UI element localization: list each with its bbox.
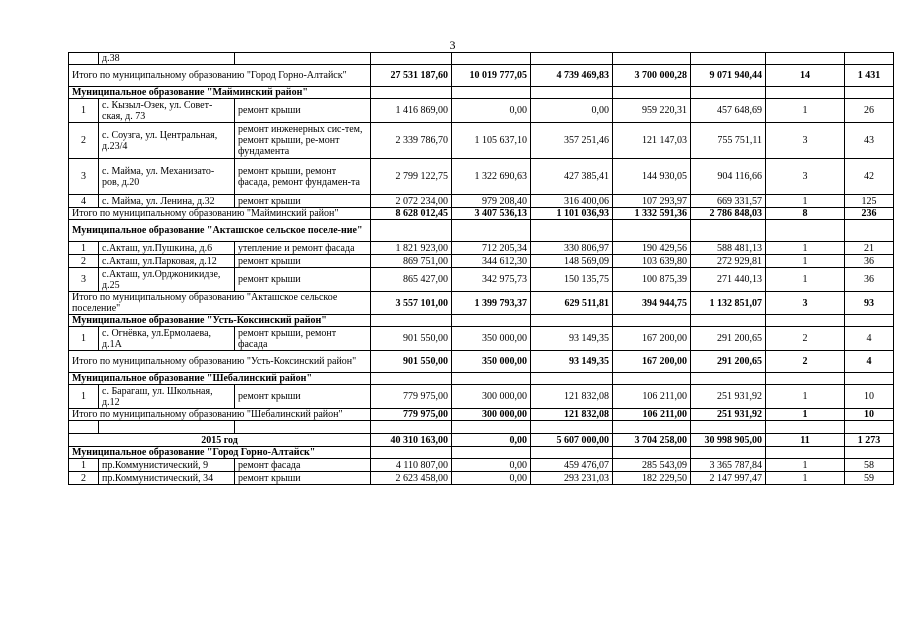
- amount-cell: 4 739 469,83: [531, 65, 613, 87]
- work-type-cell: ремонт крыши: [235, 99, 371, 123]
- address-cell: с.Акташ, ул.Пушкина, д.6: [99, 242, 235, 255]
- amount-cell: 30 998 905,00: [691, 434, 766, 447]
- table-row-muni: [69, 447, 894, 459]
- amount-cell: 865 427,00: [371, 268, 452, 292]
- empty-cell: [613, 53, 691, 65]
- amount-cell: 350 000,00: [452, 351, 531, 373]
- amount-cell: 344 612,30: [452, 255, 531, 268]
- empty-cell: [371, 87, 452, 99]
- empty-cell: [452, 87, 531, 99]
- index-cell: 2: [69, 472, 99, 485]
- empty-cell: [452, 421, 531, 434]
- amount-cell: 103 639,80: [613, 255, 691, 268]
- table-row-cont: [69, 53, 894, 65]
- amount-cell: 8 628 012,45: [371, 208, 452, 220]
- count-cell: 1: [766, 385, 845, 409]
- empty-cell: [613, 315, 691, 327]
- index-cell: 3: [69, 268, 99, 292]
- amount-cell: 1 399 793,37: [452, 292, 531, 315]
- amount-cell: 427 385,41: [531, 159, 613, 195]
- count-cell: 42: [845, 159, 894, 195]
- empty-cell: [235, 53, 371, 65]
- empty-cell: [452, 220, 531, 242]
- work-type-cell: ремонт инженерных сис-тем, ремонт крыши, ре-монт фундамента: [235, 123, 371, 159]
- empty-cell: [452, 373, 531, 385]
- empty-cell: [371, 447, 452, 459]
- amount-cell: 0,00: [452, 99, 531, 123]
- table-row-item: [69, 195, 894, 208]
- empty-cell: [69, 421, 99, 434]
- amount-cell: 190 429,56: [613, 242, 691, 255]
- amount-cell: 150 135,75: [531, 268, 613, 292]
- year-label: 2015 год: [69, 434, 371, 447]
- count-cell: 2: [766, 351, 845, 373]
- table-row-muni: [69, 87, 894, 99]
- work-type-cell: ремонт крыши: [235, 385, 371, 409]
- count-cell: 43: [845, 123, 894, 159]
- empty-cell: [452, 447, 531, 459]
- empty-cell: [531, 220, 613, 242]
- amount-cell: 293 231,03: [531, 472, 613, 485]
- amount-cell: 979 208,40: [452, 195, 531, 208]
- count-cell: 36: [845, 255, 894, 268]
- amount-cell: 2 147 997,47: [691, 472, 766, 485]
- index-cell: 1: [69, 99, 99, 123]
- empty-cell: [691, 373, 766, 385]
- total-label: Итого по муниципальному образованию "Акташское сельское поселение": [69, 292, 371, 315]
- index-cell: 2: [69, 255, 99, 268]
- amount-cell: 0,00: [531, 99, 613, 123]
- index-cell: [69, 53, 99, 65]
- amount-cell: 0,00: [452, 434, 531, 447]
- address-cell: с. Соузга, ул. Центральная, д.23/4: [99, 123, 235, 159]
- empty-cell: [845, 87, 894, 99]
- amount-cell: 669 331,57: [691, 195, 766, 208]
- empty-cell: [613, 373, 691, 385]
- repair-register-table: [68, 52, 894, 485]
- empty-cell: [691, 87, 766, 99]
- empty-cell: [613, 87, 691, 99]
- empty-cell: [371, 373, 452, 385]
- amount-cell: 182 229,50: [613, 472, 691, 485]
- amount-cell: 291 200,65: [691, 327, 766, 351]
- amount-cell: 457 648,69: [691, 99, 766, 123]
- count-cell: 36: [845, 268, 894, 292]
- table-row-total: [69, 351, 894, 373]
- amount-cell: 330 806,97: [531, 242, 613, 255]
- count-cell: 1: [766, 99, 845, 123]
- amount-cell: 3 700 000,28: [613, 65, 691, 87]
- count-cell: 21: [845, 242, 894, 255]
- table-row-muni: [69, 315, 894, 327]
- amount-cell: 1 322 690,63: [452, 159, 531, 195]
- amount-cell: 3 365 787,84: [691, 459, 766, 472]
- count-cell: 4: [845, 351, 894, 373]
- empty-cell: [531, 53, 613, 65]
- amount-cell: 394 944,75: [613, 292, 691, 315]
- empty-cell: [613, 421, 691, 434]
- amount-cell: 1 132 851,07: [691, 292, 766, 315]
- amount-cell: 2 786 848,03: [691, 208, 766, 220]
- table-row-item: [69, 159, 894, 195]
- table-row-blank: [69, 421, 894, 434]
- empty-cell: [235, 421, 371, 434]
- count-cell: 11: [766, 434, 845, 447]
- amount-cell: 9 071 940,44: [691, 65, 766, 87]
- amount-cell: 357 251,46: [531, 123, 613, 159]
- work-type-cell: ремонт крыши, ремонт фасада: [235, 327, 371, 351]
- empty-cell: [845, 421, 894, 434]
- index-cell: 1: [69, 242, 99, 255]
- municipality-heading: Муниципальное образование "Акташское сельское поселе-ние": [69, 220, 371, 242]
- amount-cell: 107 293,97: [613, 195, 691, 208]
- count-cell: 10: [845, 385, 894, 409]
- empty-cell: [845, 220, 894, 242]
- amount-cell: 251 931,92: [691, 409, 766, 421]
- empty-cell: [691, 220, 766, 242]
- table-row-item: [69, 268, 894, 292]
- empty-cell: [691, 421, 766, 434]
- table-body: [69, 53, 894, 485]
- index-cell: 1: [69, 385, 99, 409]
- empty-cell: [691, 447, 766, 459]
- index-cell: 4: [69, 195, 99, 208]
- count-cell: 8: [766, 208, 845, 220]
- amount-cell: 121 147,03: [613, 123, 691, 159]
- count-cell: 2: [766, 327, 845, 351]
- index-cell: 1: [69, 327, 99, 351]
- empty-cell: [691, 315, 766, 327]
- empty-cell: [531, 421, 613, 434]
- address-cell: пр.Коммунистический, 9: [99, 459, 235, 472]
- empty-cell: [371, 315, 452, 327]
- amount-cell: 904 116,66: [691, 159, 766, 195]
- count-cell: 1: [766, 268, 845, 292]
- table-row-total: [69, 292, 894, 315]
- amount-cell: 316 400,06: [531, 195, 613, 208]
- amount-cell: 901 550,00: [371, 327, 452, 351]
- amount-cell: 629 511,81: [531, 292, 613, 315]
- table-row-total: [69, 65, 894, 87]
- count-cell: 58: [845, 459, 894, 472]
- total-label: Итого по муниципальному образованию "Усть-Коксинский район": [69, 351, 371, 373]
- empty-cell: [531, 87, 613, 99]
- amount-cell: 959 220,31: [613, 99, 691, 123]
- amount-cell: 272 929,81: [691, 255, 766, 268]
- index-cell: 3: [69, 159, 99, 195]
- work-type-cell: ремонт крыши: [235, 255, 371, 268]
- count-cell: 3: [766, 292, 845, 315]
- empty-cell: [452, 53, 531, 65]
- amount-cell: 106 211,00: [613, 385, 691, 409]
- amount-cell: 285 543,09: [613, 459, 691, 472]
- amount-cell: 0,00: [452, 459, 531, 472]
- amount-cell: 2 623 458,00: [371, 472, 452, 485]
- amount-cell: 167 200,00: [613, 327, 691, 351]
- amount-cell: 342 975,73: [452, 268, 531, 292]
- amount-cell: 93 149,35: [531, 327, 613, 351]
- work-type-cell: утепление и ремонт фасада: [235, 242, 371, 255]
- total-label: Итого по муниципальному образованию "Шебалинский район": [69, 409, 371, 421]
- address-cell: с.Акташ, ул.Орджоникидзе, д.25: [99, 268, 235, 292]
- empty-cell: [371, 53, 452, 65]
- amount-cell: 4 110 807,00: [371, 459, 452, 472]
- amount-cell: 1 821 923,00: [371, 242, 452, 255]
- work-type-cell: ремонт крыши, ремонт фасада, ремонт фундамен-та: [235, 159, 371, 195]
- amount-cell: 1 105 637,10: [452, 123, 531, 159]
- empty-cell: [691, 53, 766, 65]
- empty-cell: [99, 421, 235, 434]
- table-row-year: [69, 434, 894, 447]
- table-row-item: [69, 327, 894, 351]
- table-row-total: [69, 409, 894, 421]
- address-cell: с. Майма, ул. Механизато-ров, д.20: [99, 159, 235, 195]
- empty-cell: [766, 220, 845, 242]
- count-cell: 1: [766, 255, 845, 268]
- count-cell: 1: [766, 242, 845, 255]
- amount-cell: 291 200,65: [691, 351, 766, 373]
- amount-cell: 1 101 036,93: [531, 208, 613, 220]
- empty-cell: [766, 373, 845, 385]
- amount-cell: 251 931,92: [691, 385, 766, 409]
- amount-cell: 779 975,00: [371, 385, 452, 409]
- empty-cell: [766, 421, 845, 434]
- amount-cell: 2 072 234,00: [371, 195, 452, 208]
- empty-cell: [766, 447, 845, 459]
- empty-cell: [845, 315, 894, 327]
- table-row-item: [69, 99, 894, 123]
- empty-cell: [531, 373, 613, 385]
- amount-cell: 167 200,00: [613, 351, 691, 373]
- empty-cell: [766, 315, 845, 327]
- address-cell: пр.Коммунистический, 34: [99, 472, 235, 485]
- address-cell: с. Огнёвка, ул.Ермолаева, д.1А: [99, 327, 235, 351]
- amount-cell: 1 332 591,36: [613, 208, 691, 220]
- count-cell: 1 273: [845, 434, 894, 447]
- amount-cell: 121 832,08: [531, 385, 613, 409]
- amount-cell: 755 751,11: [691, 123, 766, 159]
- work-type-cell: ремонт крыши: [235, 195, 371, 208]
- empty-cell: [766, 53, 845, 65]
- count-cell: 3: [766, 159, 845, 195]
- amount-cell: 106 211,00: [613, 409, 691, 421]
- amount-cell: 2 799 122,75: [371, 159, 452, 195]
- table-row-item: [69, 242, 894, 255]
- empty-cell: [845, 53, 894, 65]
- count-cell: 125: [845, 195, 894, 208]
- page-number: 3: [449, 38, 456, 52]
- count-cell: 3: [766, 123, 845, 159]
- count-cell: 236: [845, 208, 894, 220]
- amount-cell: 5 607 000,00: [531, 434, 613, 447]
- amount-cell: 1 416 869,00: [371, 99, 452, 123]
- empty-cell: [766, 87, 845, 99]
- amount-cell: 869 751,00: [371, 255, 452, 268]
- empty-cell: [531, 447, 613, 459]
- municipality-heading: Муниципальное образование "Майминский район": [69, 87, 371, 99]
- amount-cell: 27 531 187,60: [371, 65, 452, 87]
- count-cell: 1: [766, 195, 845, 208]
- count-cell: 14: [766, 65, 845, 87]
- amount-cell: 459 476,07: [531, 459, 613, 472]
- address-cell: с. Майма, ул. Ленина, д.32: [99, 195, 235, 208]
- count-cell: 93: [845, 292, 894, 315]
- table-row-item: [69, 123, 894, 159]
- table-row-muni: [69, 373, 894, 385]
- count-cell: 1 431: [845, 65, 894, 87]
- table-row-total: [69, 208, 894, 220]
- table-row-item: [69, 385, 894, 409]
- municipality-heading: Муниципальное образование "Шебалинский район": [69, 373, 371, 385]
- empty-cell: [371, 220, 452, 242]
- amount-cell: 779 975,00: [371, 409, 452, 421]
- empty-cell: [452, 315, 531, 327]
- count-cell: 59: [845, 472, 894, 485]
- municipality-heading: Муниципальное образование "Усть-Коксинский район": [69, 315, 371, 327]
- amount-cell: 3 407 536,13: [452, 208, 531, 220]
- work-type-cell: ремонт крыши: [235, 472, 371, 485]
- amount-cell: 271 440,13: [691, 268, 766, 292]
- amount-cell: 121 832,08: [531, 409, 613, 421]
- municipality-heading: Муниципальное образование "Город Горно-Алтайск": [69, 447, 371, 459]
- count-cell: 10: [845, 409, 894, 421]
- empty-cell: [613, 220, 691, 242]
- index-cell: 1: [69, 459, 99, 472]
- amount-cell: 3 557 101,00: [371, 292, 452, 315]
- count-cell: 1: [766, 409, 845, 421]
- address-cell: с. Барагаш, ул. Школьная, д.12: [99, 385, 235, 409]
- index-cell: 2: [69, 123, 99, 159]
- table-row-muni: [69, 220, 894, 242]
- amount-cell: 144 930,05: [613, 159, 691, 195]
- count-cell: 4: [845, 327, 894, 351]
- amount-cell: 300 000,00: [452, 409, 531, 421]
- empty-cell: [845, 373, 894, 385]
- amount-cell: 93 149,35: [531, 351, 613, 373]
- amount-cell: 712 205,34: [452, 242, 531, 255]
- empty-cell: [531, 315, 613, 327]
- address-cell: д.38: [99, 53, 235, 65]
- empty-cell: [371, 421, 452, 434]
- count-cell: 1: [766, 472, 845, 485]
- amount-cell: 2 339 786,70: [371, 123, 452, 159]
- total-label: Итого по муниципальному образованию "Город Горно-Алтайск": [69, 65, 371, 87]
- amount-cell: 100 875,39: [613, 268, 691, 292]
- work-type-cell: ремонт крыши: [235, 268, 371, 292]
- empty-cell: [845, 447, 894, 459]
- amount-cell: 0,00: [452, 472, 531, 485]
- address-cell: с. Кызыл-Озек, ул. Совет-ская, д. 73: [99, 99, 235, 123]
- amount-cell: 901 550,00: [371, 351, 452, 373]
- total-label: Итого по муниципальному образованию "Майминский район": [69, 208, 371, 220]
- amount-cell: 148 569,09: [531, 255, 613, 268]
- table-row-item: [69, 459, 894, 472]
- empty-cell: [613, 447, 691, 459]
- amount-cell: 588 481,13: [691, 242, 766, 255]
- count-cell: 1: [766, 459, 845, 472]
- table-row-item: [69, 255, 894, 268]
- amount-cell: 300 000,00: [452, 385, 531, 409]
- amount-cell: 10 019 777,05: [452, 65, 531, 87]
- table-row-item: [69, 472, 894, 485]
- amount-cell: 3 704 258,00: [613, 434, 691, 447]
- address-cell: с.Акташ, ул.Парковая, д.12: [99, 255, 235, 268]
- amount-cell: 350 000,00: [452, 327, 531, 351]
- amount-cell: 40 310 163,00: [371, 434, 452, 447]
- work-type-cell: ремонт фасада: [235, 459, 371, 472]
- count-cell: 26: [845, 99, 894, 123]
